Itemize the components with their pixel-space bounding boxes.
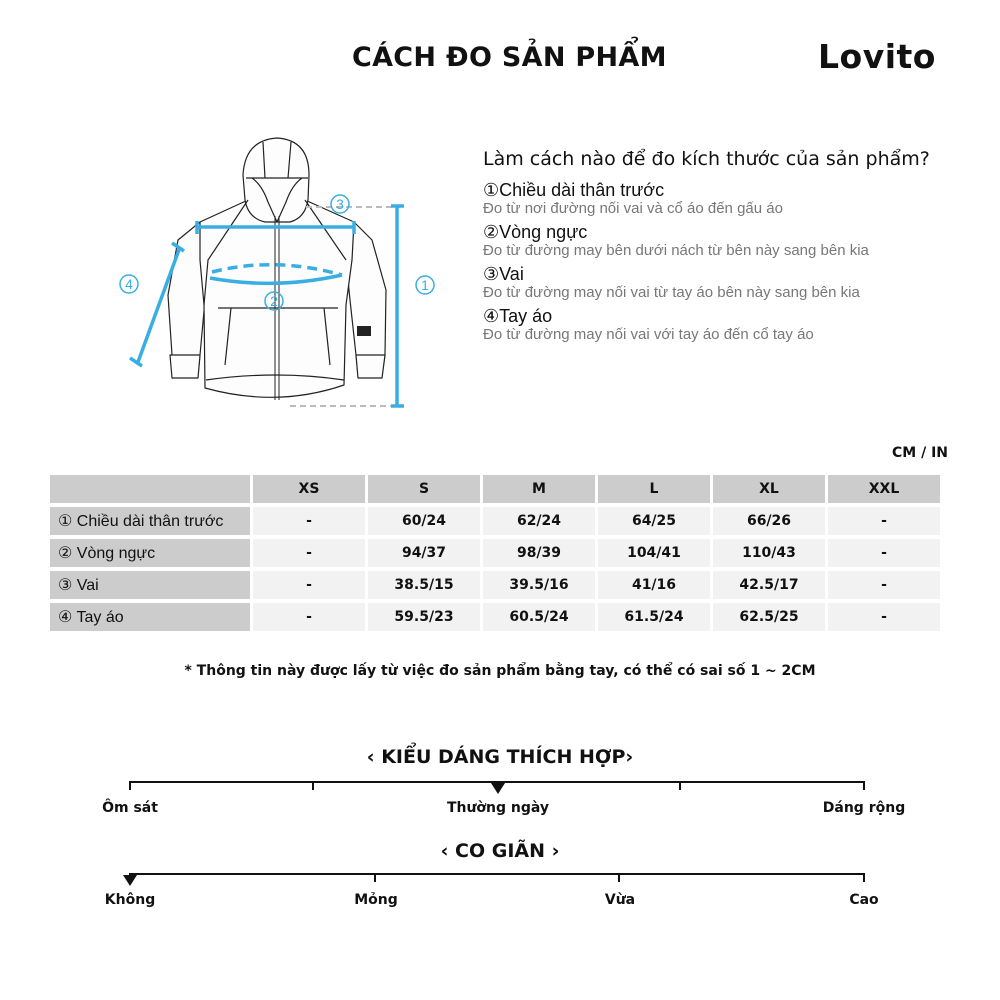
table-cell: - <box>253 507 365 535</box>
instruction-title: ①Chiều dài thân trước <box>483 180 665 200</box>
table-row <box>50 603 940 631</box>
svg-text:4: 4 <box>125 276 133 292</box>
table-cell: - <box>253 539 365 567</box>
table-cell: - <box>253 571 365 599</box>
instruction-length <box>483 180 953 218</box>
brand-logo: Lovito <box>818 37 936 76</box>
table-cell: 59.5/23 <box>368 603 480 631</box>
table-cell: 64/25 <box>598 507 710 535</box>
column-header-l: L <box>598 475 710 503</box>
column-header-xxl: XXL <box>828 475 940 503</box>
table-cell: 98/39 <box>483 539 595 567</box>
table-header-row <box>50 475 940 503</box>
instruction-title: ②Vòng ngực <box>483 222 588 242</box>
table-cell: 62.5/25 <box>713 603 825 631</box>
stretch-label-none: Không <box>104 892 156 908</box>
stretch-indicator-icon <box>123 875 137 886</box>
measuring-instructions <box>483 143 953 344</box>
row-label: ① Chiều dài thân trước <box>50 507 250 535</box>
table-cell: 41/16 <box>598 571 710 599</box>
svg-text:2: 2 <box>270 293 278 309</box>
table-cell: - <box>828 507 940 535</box>
svg-text:1: 1 <box>421 277 429 293</box>
table-cell: - <box>253 603 365 631</box>
row-label: ③ Vai <box>50 571 250 599</box>
fit-label-tight: Ôm sát <box>102 800 158 816</box>
instruction-title: ③Vai <box>483 264 524 284</box>
table-row <box>50 507 940 535</box>
instruction-desc: Đo từ đường may nối vai từ tay áo bên này sang bên kia <box>483 284 860 301</box>
measurement-diagram <box>100 130 450 420</box>
fit-scale <box>129 781 865 793</box>
unit-label: CM / IN <box>892 445 948 461</box>
table-cell: - <box>828 571 940 599</box>
scale-tick <box>679 781 681 790</box>
stretch-label-medium: Vừa <box>604 892 636 908</box>
instruction-desc: Đo từ nơi đường nối vai và cổ áo đến gấu áo <box>483 200 783 217</box>
instructions-heading: Làm cách nào để đo kích thước của sản phẩm? <box>483 148 930 170</box>
table-cell: - <box>828 539 940 567</box>
size-chart-table <box>47 471 943 635</box>
table-cell: 66/26 <box>713 507 825 535</box>
fit-label-regular: Thường ngày <box>446 800 550 816</box>
scale-tick <box>618 873 620 882</box>
table-cell: 94/37 <box>368 539 480 567</box>
stretch-scale-title: ‹ CO GIÃN › <box>440 840 560 862</box>
column-header-s: S <box>368 475 480 503</box>
column-header-xl: XL <box>713 475 825 503</box>
instruction-sleeve <box>483 306 953 344</box>
column-header-xs: XS <box>253 475 365 503</box>
scale-tick <box>312 781 314 790</box>
table-cell: 42.5/17 <box>713 571 825 599</box>
column-header <box>50 475 250 503</box>
row-label: ④ Tay áo <box>50 603 250 631</box>
table-cell: 39.5/16 <box>483 571 595 599</box>
table-row <box>50 571 940 599</box>
fit-label-loose: Dáng rộng <box>822 800 906 816</box>
scale-tick <box>374 873 376 882</box>
sleeve-label-icon <box>357 326 371 336</box>
column-header-m: M <box>483 475 595 503</box>
measurement-note: * Thông tin này được lấy từ việc đo sản phẩm bằng tay, có thể có sai số 1 ~ 2CM <box>184 663 816 679</box>
table-cell: 60/24 <box>368 507 480 535</box>
page-title: CÁCH ĐO SẢN PHẨM <box>352 42 667 73</box>
stretch-scale <box>129 873 865 885</box>
svg-text:3: 3 <box>336 196 344 212</box>
stretch-label-thin: Mỏng <box>354 892 398 908</box>
instruction-shoulder <box>483 264 953 302</box>
scale-tick <box>129 781 131 790</box>
scale-tick <box>863 781 865 790</box>
table-cell: 104/41 <box>598 539 710 567</box>
jacket-illustration-icon <box>100 130 450 420</box>
table-cell: 60.5/24 <box>483 603 595 631</box>
stretch-label-high: Cao <box>849 892 879 908</box>
fit-scale-title: ‹ KIỂU DÁNG THÍCH HỢP› <box>366 746 634 768</box>
table-cell: 110/43 <box>713 539 825 567</box>
fit-indicator-icon <box>491 783 505 794</box>
scale-line <box>129 873 865 875</box>
instruction-desc: Đo từ đường may nối vai với tay áo đến cổ tay áo <box>483 326 814 343</box>
table-row <box>50 539 940 567</box>
table-cell: 61.5/24 <box>598 603 710 631</box>
instruction-title: ④Tay áo <box>483 306 553 326</box>
table-cell: 62/24 <box>483 507 595 535</box>
instruction-chest <box>483 222 953 260</box>
row-label: ② Vòng ngực <box>50 539 250 567</box>
scale-tick <box>863 873 865 882</box>
table-cell: - <box>828 603 940 631</box>
instruction-desc: Đo từ đường may bên dưới nách từ bên này sang bên kia <box>483 242 869 259</box>
table-cell: 38.5/15 <box>368 571 480 599</box>
